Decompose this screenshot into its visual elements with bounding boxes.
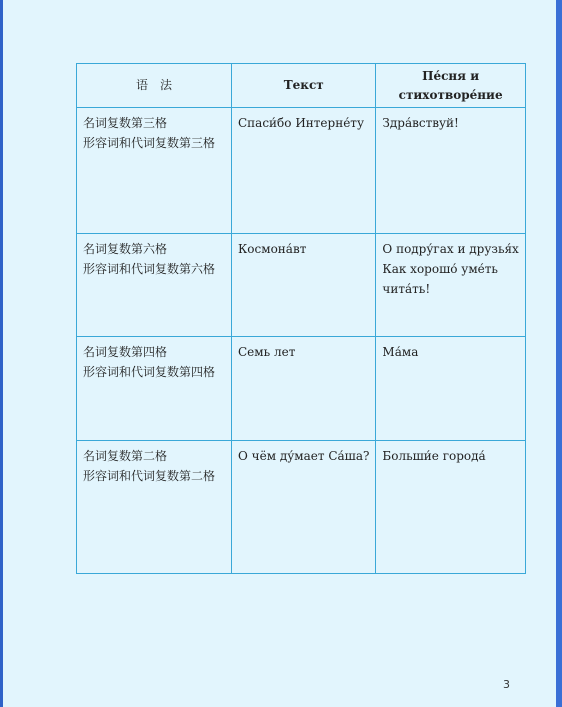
table-header-row bbox=[77, 64, 526, 108]
header-song-poem bbox=[376, 64, 525, 108]
song-title: чита́ть! bbox=[382, 282, 431, 296]
header-grammar-label: 语 法 bbox=[135, 78, 172, 92]
grammar-line: 名词复数第四格 bbox=[83, 345, 168, 359]
table-row bbox=[77, 234, 526, 337]
song-title: Здра́вствуй! bbox=[382, 116, 459, 130]
header-song-label-line2: стихотворе́ние bbox=[398, 87, 503, 102]
song-title: Больши́е города́ bbox=[382, 449, 486, 463]
table-row bbox=[77, 441, 526, 574]
table-row bbox=[77, 337, 526, 441]
grammar-line: 形容词和代词复数第六格 bbox=[83, 262, 216, 276]
grammar-cell bbox=[77, 441, 232, 574]
song-cell bbox=[376, 108, 525, 234]
song-title: Как хорошо́ уме́ть bbox=[382, 262, 498, 276]
header-song-label-line1: Пе́сня и bbox=[422, 68, 480, 83]
page-number: 3 bbox=[503, 678, 510, 691]
header-text-label: Текст bbox=[283, 78, 324, 92]
text-cell bbox=[232, 108, 376, 234]
text-cell bbox=[232, 337, 376, 441]
grammar-line: 形容词和代词复数第二格 bbox=[83, 469, 216, 483]
song-cell bbox=[376, 337, 525, 441]
contents-table-wrapper bbox=[76, 63, 526, 574]
page-edge-right bbox=[556, 0, 562, 707]
grammar-line: 名词复数第二格 bbox=[83, 449, 168, 463]
header-text bbox=[232, 64, 376, 108]
table-row bbox=[77, 108, 526, 234]
song-title: О подру́гах и друзья́х bbox=[382, 242, 519, 256]
page-edge-left bbox=[0, 0, 3, 707]
grammar-cell bbox=[77, 234, 232, 337]
header-grammar bbox=[77, 64, 232, 108]
text-cell bbox=[232, 441, 376, 574]
song-cell bbox=[376, 441, 525, 574]
grammar-line: 名词复数第三格 bbox=[83, 116, 168, 130]
text-title: Семь лет bbox=[238, 345, 296, 359]
song-title: Ма́ма bbox=[382, 345, 419, 359]
grammar-cell bbox=[77, 108, 232, 234]
grammar-line: 名词复数第六格 bbox=[83, 242, 168, 256]
text-cell bbox=[232, 234, 376, 337]
grammar-line: 形容词和代词复数第三格 bbox=[83, 136, 216, 150]
grammar-line: 形容词和代词复数第四格 bbox=[83, 365, 216, 379]
grammar-cell bbox=[77, 337, 232, 441]
text-title: О чём ду́мает Са́ша? bbox=[238, 449, 370, 463]
text-title: Космона́вт bbox=[238, 242, 307, 256]
contents-table bbox=[76, 63, 526, 574]
text-title: Спаси́бо Интерне́ту bbox=[238, 116, 364, 130]
song-cell bbox=[376, 234, 525, 337]
